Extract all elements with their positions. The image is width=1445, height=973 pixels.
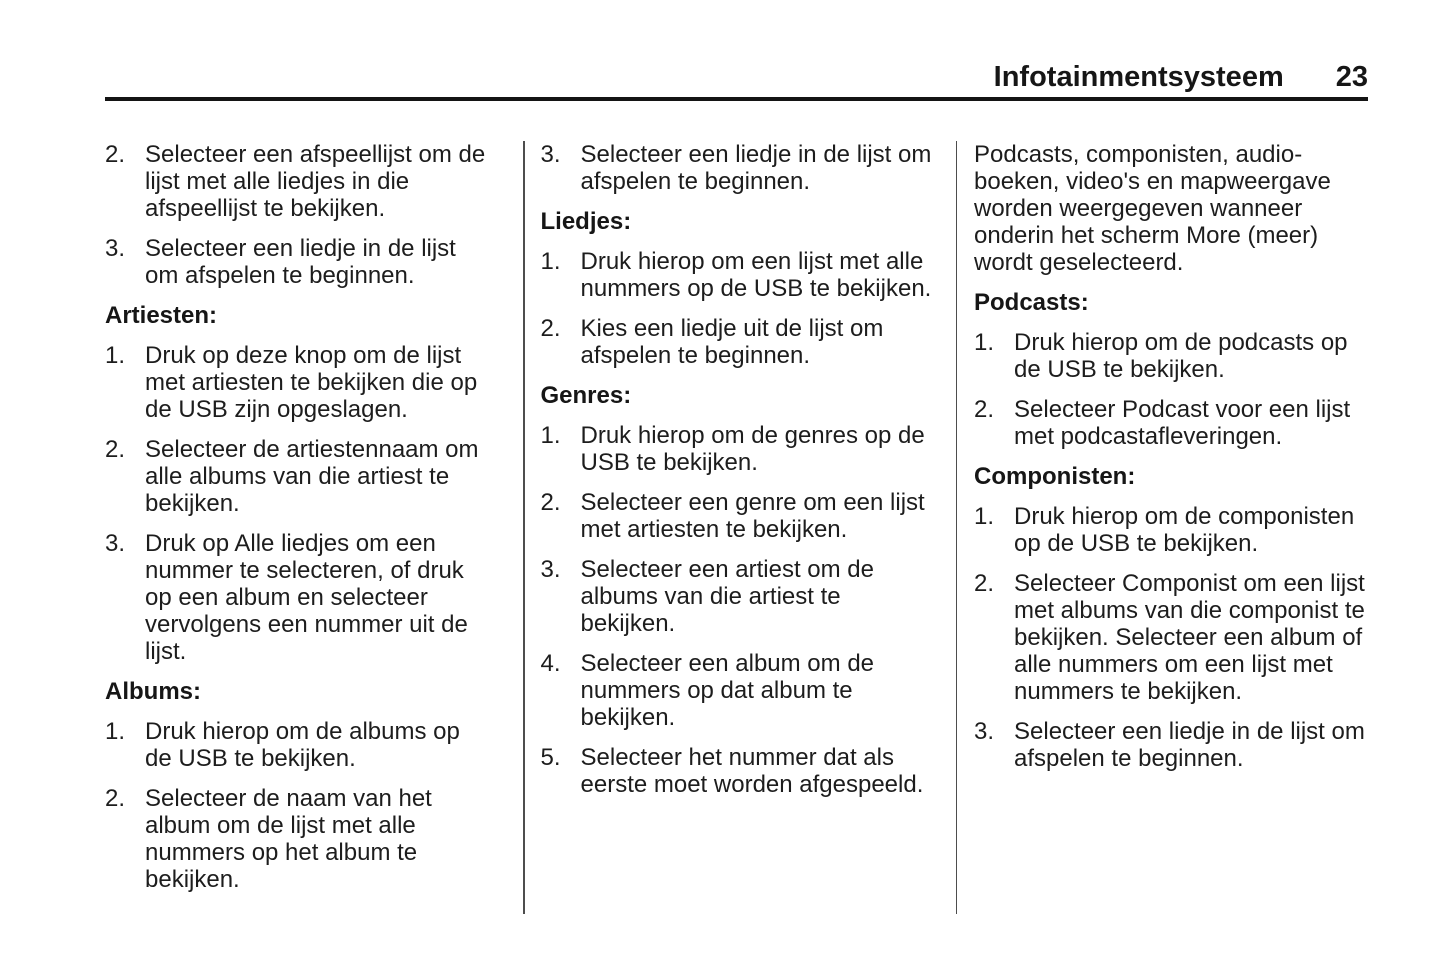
list-item-text: Selecteer een artiest om de albums van die artiest te bekijken. xyxy=(580,556,874,637)
section-heading: Componisten: xyxy=(974,463,1136,490)
numbered-list xyxy=(105,141,491,289)
page-header xyxy=(994,62,1368,94)
list-item-number: 3. xyxy=(974,718,995,745)
list-item-number: 1. xyxy=(974,329,995,356)
list-item xyxy=(105,530,491,665)
list-item-text: Kies een liedje uit de lijst om afspelen te beginnen. xyxy=(580,315,884,369)
list-item-text: Druk op deze knop om de lijst met artiesten te bekijken die op de USB zijn opgeslagen. xyxy=(145,342,478,423)
list-item-text: Druk hierop om de podcasts op de USB te bekijken. xyxy=(1014,329,1348,383)
list-item-text: Druk hierop om de componisten op de USB te bekijken. xyxy=(1014,503,1355,557)
numbered-list xyxy=(541,422,933,798)
list-item-text: Selecteer een album om de nummers op dat album te bekijken. xyxy=(580,650,875,731)
list-item-text: Selecteer een liedje in de lijst om afspelen te beginnen. xyxy=(145,235,456,289)
list-item xyxy=(974,718,1367,772)
list-item xyxy=(105,342,491,423)
section-heading: Liedjes: xyxy=(540,208,632,235)
list-item-text: Selecteer de naam van het album om de lijst met alle nummers op het album te bekijken. xyxy=(145,785,432,893)
list-item xyxy=(105,235,491,289)
list-item-number: 1. xyxy=(974,503,995,530)
section-heading: Podcasts: xyxy=(974,289,1089,316)
list-item-number: 1. xyxy=(540,422,561,449)
numbered-list xyxy=(974,503,1367,772)
list-item-text: Druk hierop om de albums op de USB te bekijken. xyxy=(145,718,460,772)
list-item-number: 2. xyxy=(105,141,126,168)
section-heading: Albums: xyxy=(105,678,201,705)
list-item-text: Druk op Alle liedjes om een nummer te selecteren, of druk op een album en selecteer vervolgens een nummer uit de lijst. xyxy=(145,530,468,665)
column-divider-1 xyxy=(523,141,525,914)
list-item-number: 2. xyxy=(974,570,995,597)
list-item xyxy=(105,436,491,517)
list-item-text: Selecteer een afspeellijst om de lijst met alle liedjes in die afspeellijst te bekijken. xyxy=(145,141,486,222)
list-item-text: Selecteer een liedje in de lijst om afspelen te beginnen. xyxy=(580,141,932,195)
list-item-text: Selecteer een liedje in de lijst om afspelen te beginnen. xyxy=(1014,718,1365,772)
list-item xyxy=(974,570,1367,705)
list-item xyxy=(105,785,491,893)
page-number: 23 xyxy=(1335,61,1368,93)
list-item-text: Selecteer het nummer dat als eerste moet worden afgespeeld. xyxy=(580,744,924,798)
content-columns xyxy=(105,141,1367,914)
list-item-number: 1. xyxy=(105,718,126,745)
numbered-list xyxy=(541,248,933,369)
list-item xyxy=(541,315,933,369)
section-heading: Artiesten: xyxy=(105,302,218,329)
list-item-text: Selecteer Podcast voor een lijst met podcastafleveringen. xyxy=(1014,396,1351,450)
numbered-list xyxy=(974,329,1367,450)
list-item-number: 2. xyxy=(105,785,126,812)
numbered-list xyxy=(541,141,933,195)
list-item-text: Selecteer de artiestennaam om alle albums van die artiest te bekijken. xyxy=(145,436,479,517)
list-item-number: 2. xyxy=(974,396,995,423)
numbered-list xyxy=(105,342,491,665)
list-item-number: 3. xyxy=(105,530,126,557)
list-item xyxy=(974,396,1367,450)
list-item xyxy=(541,744,933,798)
list-item-number: 3. xyxy=(540,556,561,583)
list-item-text: Druk hierop om de genres op de USB te bekijken. xyxy=(580,422,925,476)
list-item xyxy=(974,329,1367,383)
list-item xyxy=(541,556,933,637)
list-item-text: Selecteer Componist om een lijst met albums van die componist te bekijken. Selecteer een album of alle nummers om een lijst met nummers te bekijken. xyxy=(1014,570,1365,705)
list-item xyxy=(105,141,491,222)
list-item-number: 3. xyxy=(105,235,126,262)
list-item xyxy=(541,650,933,731)
list-item-text: Druk hierop om een lijst met alle nummers op de USB te bekijken. xyxy=(580,248,932,302)
section-heading: Genres: xyxy=(540,382,632,409)
column-3 xyxy=(974,141,1367,785)
list-item xyxy=(541,248,933,302)
list-item xyxy=(541,141,933,195)
list-item-number: 1. xyxy=(540,248,561,275)
list-item-number: 3. xyxy=(540,141,561,168)
numbered-list xyxy=(105,718,491,893)
list-item-number: 1. xyxy=(105,342,126,369)
list-item-number: 5. xyxy=(540,744,561,771)
list-item xyxy=(541,422,933,476)
page-title: Infotainmentsysteem xyxy=(993,61,1284,93)
list-item-text: Selecteer een genre om een lijst met artiesten te bekijken. xyxy=(580,489,925,543)
paragraph: Podcasts, componisten, audio-boeken, video's en mapweergave worden weergegeven wanneer onderin het scherm More (meer) wordt geselecteerd. xyxy=(974,141,1331,276)
list-item-number: 2. xyxy=(540,489,561,516)
list-item xyxy=(541,489,933,543)
list-item xyxy=(974,503,1367,557)
list-item-number: 2. xyxy=(105,436,126,463)
list-item xyxy=(105,718,491,772)
column-2 xyxy=(541,141,933,811)
column-1 xyxy=(105,141,491,906)
list-item-number: 4. xyxy=(540,650,561,677)
header-rule xyxy=(105,97,1368,101)
list-item-number: 2. xyxy=(540,315,561,342)
column-divider-2 xyxy=(956,141,958,914)
